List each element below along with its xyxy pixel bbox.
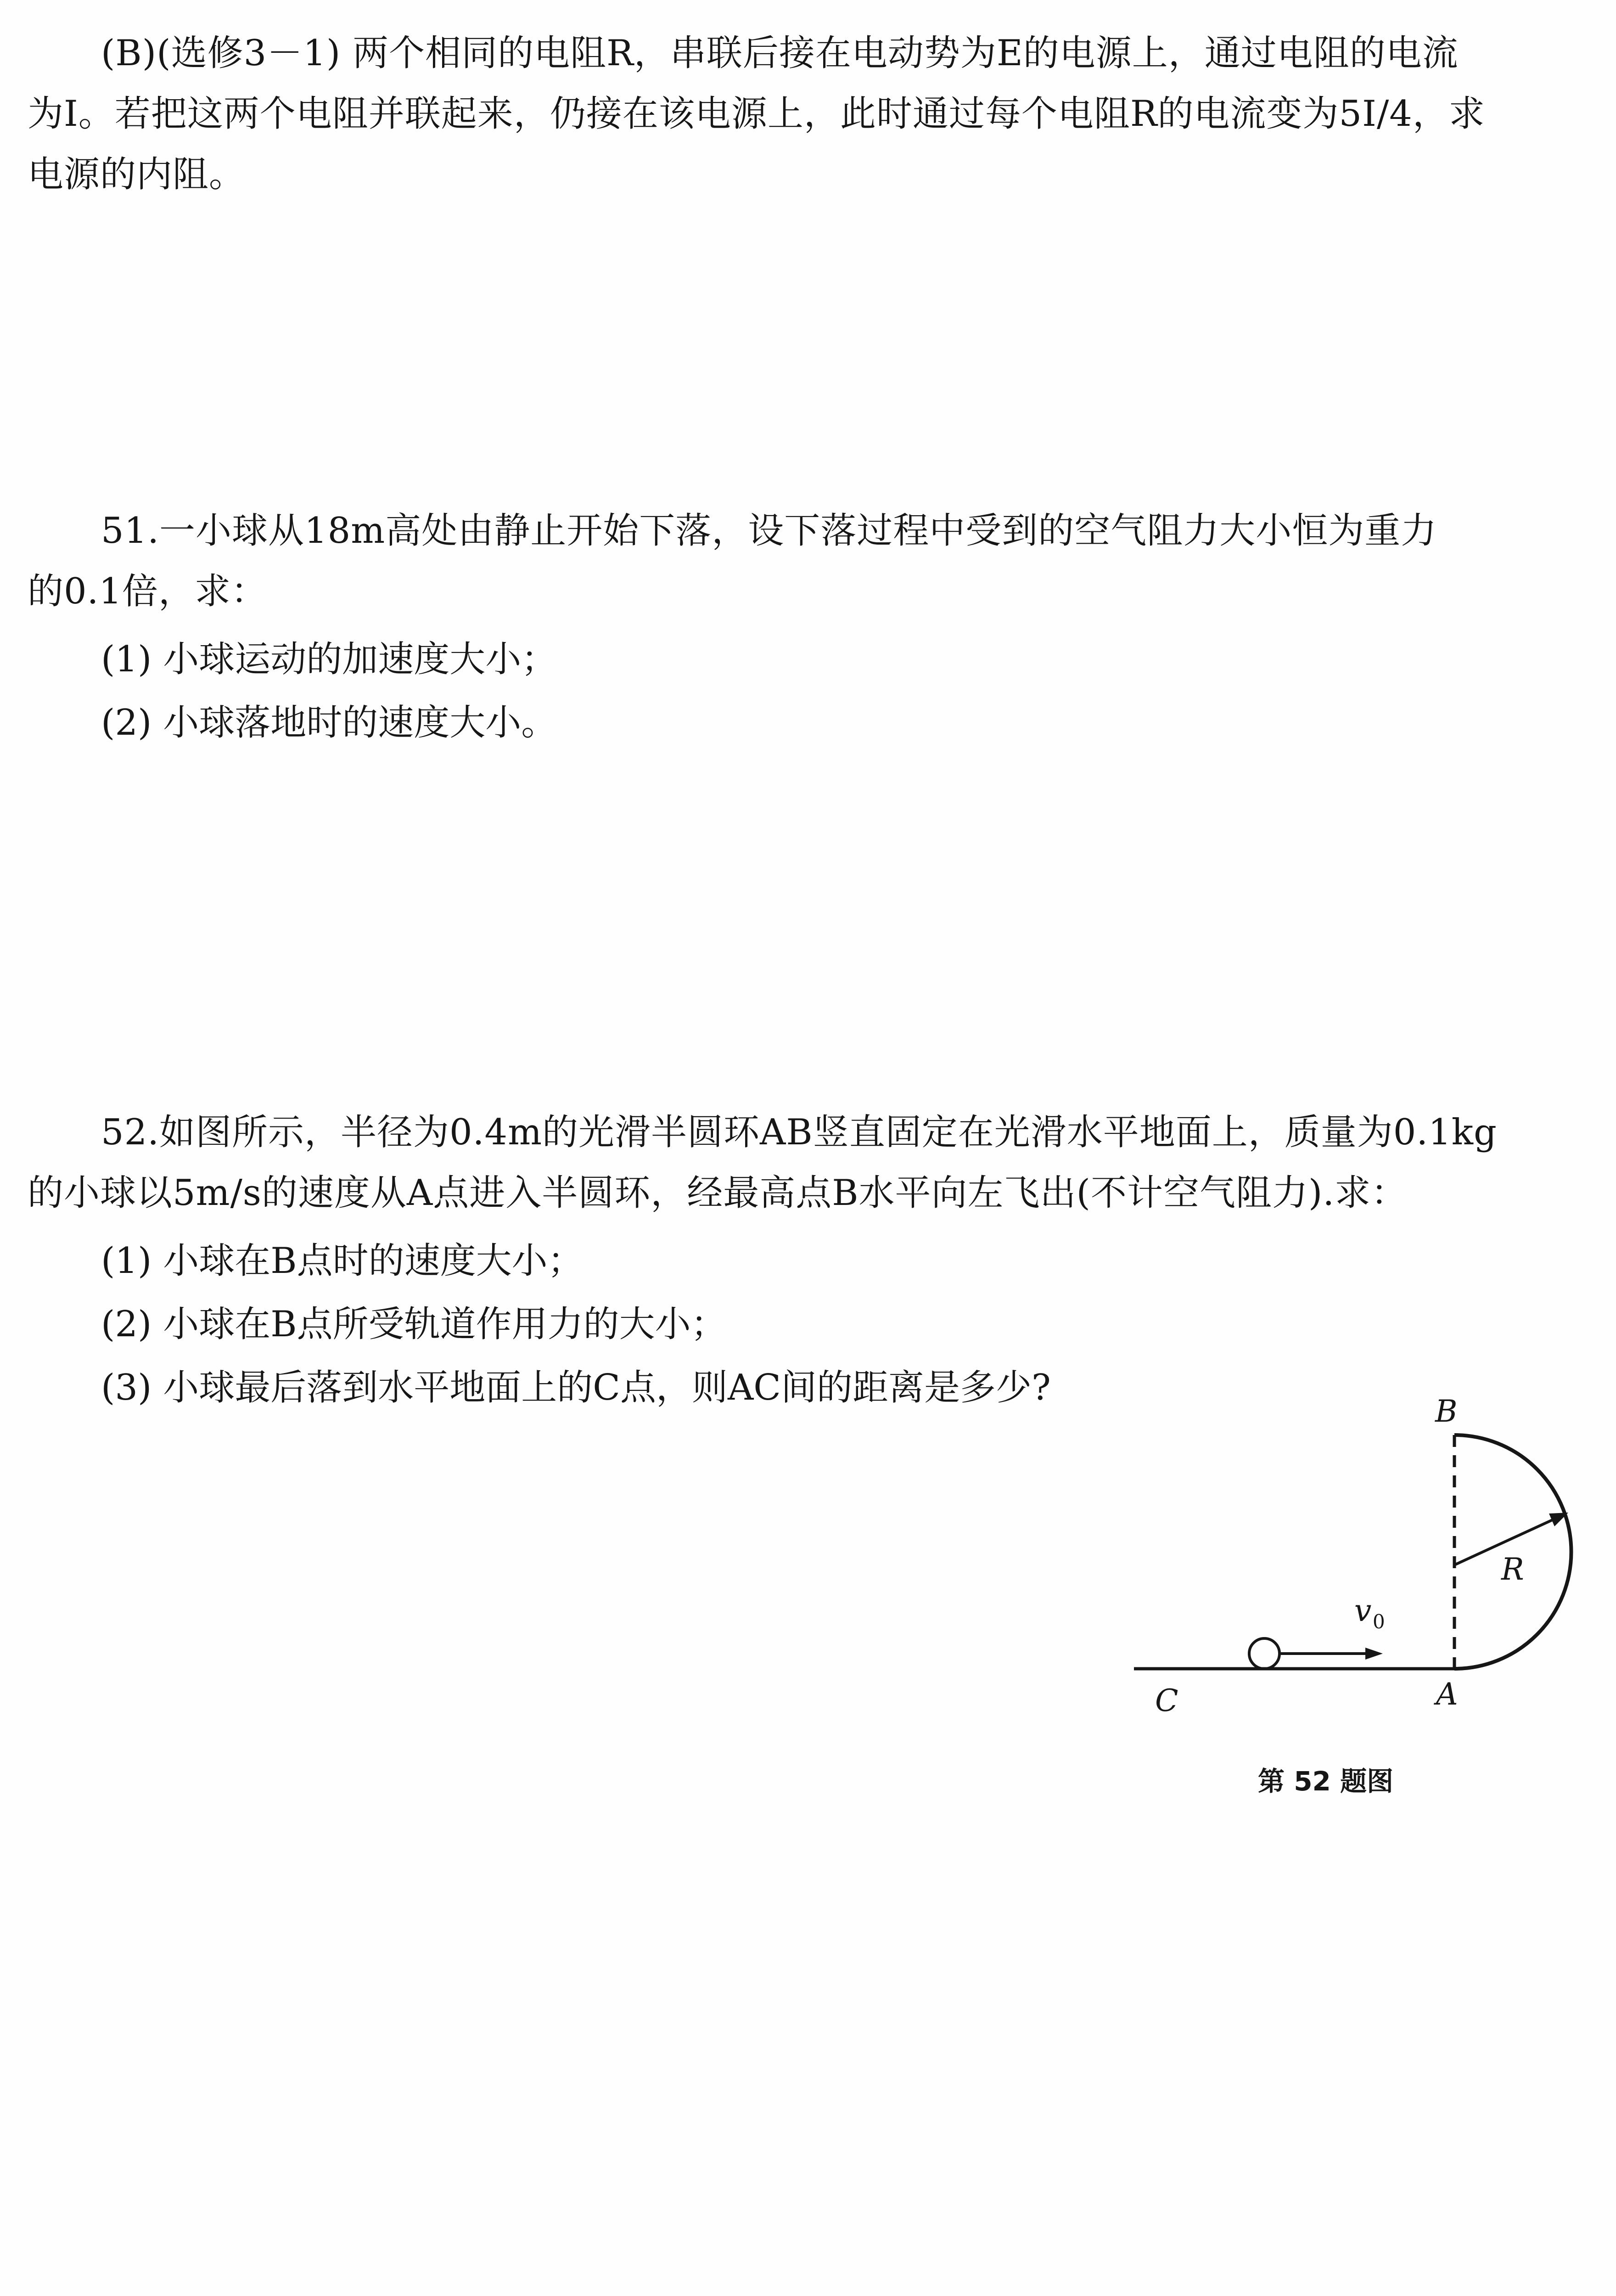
problem-51-line-1: 51.一小球从18m高处由静止开始下落，设下落过程中受到的空气阻力大小恒为重力 xyxy=(101,510,1437,551)
figure-caption: 第 52 题图 xyxy=(1258,1766,1394,1797)
problem-52-part-2: (2) 小球在B点所受轨道作用力的大小； xyxy=(101,1304,727,1345)
label-r: R xyxy=(1501,1552,1524,1587)
problem-51-part-2: (2) 小球落地时的速度大小。 xyxy=(101,702,557,743)
label-b: B xyxy=(1435,1394,1458,1429)
problem-52-part-1: (1) 小球在B点时的速度大小； xyxy=(101,1240,584,1282)
velocity-arrowhead xyxy=(1365,1648,1383,1660)
label-v-subscript: 0 xyxy=(1373,1610,1385,1633)
problem-b-line-3: 电源的内阻。 xyxy=(28,154,246,195)
label-v: v xyxy=(1354,1593,1372,1628)
label-c: C xyxy=(1155,1683,1178,1718)
ball xyxy=(1249,1638,1279,1669)
label-a: A xyxy=(1436,1677,1458,1712)
problem-b-line-1: (B)(选修3－1) 两个相同的电阻R，串联后接在电动势为E的电源上，通过电阻的电流 xyxy=(101,33,1459,74)
problem-51-line-2: 的0.1倍，求： xyxy=(28,571,268,612)
problem-52-line-1: 52.如图所示，半径为0.4m的光滑半圆环AB竖直固定在光滑水平地面上，质量为0.1kg xyxy=(101,1112,1497,1153)
problem-52-line-2: 的小球以5m/s的速度从A点进入半圆环，经最高点B水平向左飞出(不计空气阻力).求： xyxy=(28,1172,1408,1214)
problem-b-line-2: 为I。若把这两个电阻并联起来，仍接在该电源上，此时通过每个电阻R的电流变为5I/4，求 xyxy=(28,93,1485,135)
problem-51-part-1: (1) 小球运动的加速度大小； xyxy=(101,639,557,680)
problem-52-part-3: (3) 小球最后落到水平地面上的C点，则AC间的距离是多少? xyxy=(101,1367,1051,1408)
